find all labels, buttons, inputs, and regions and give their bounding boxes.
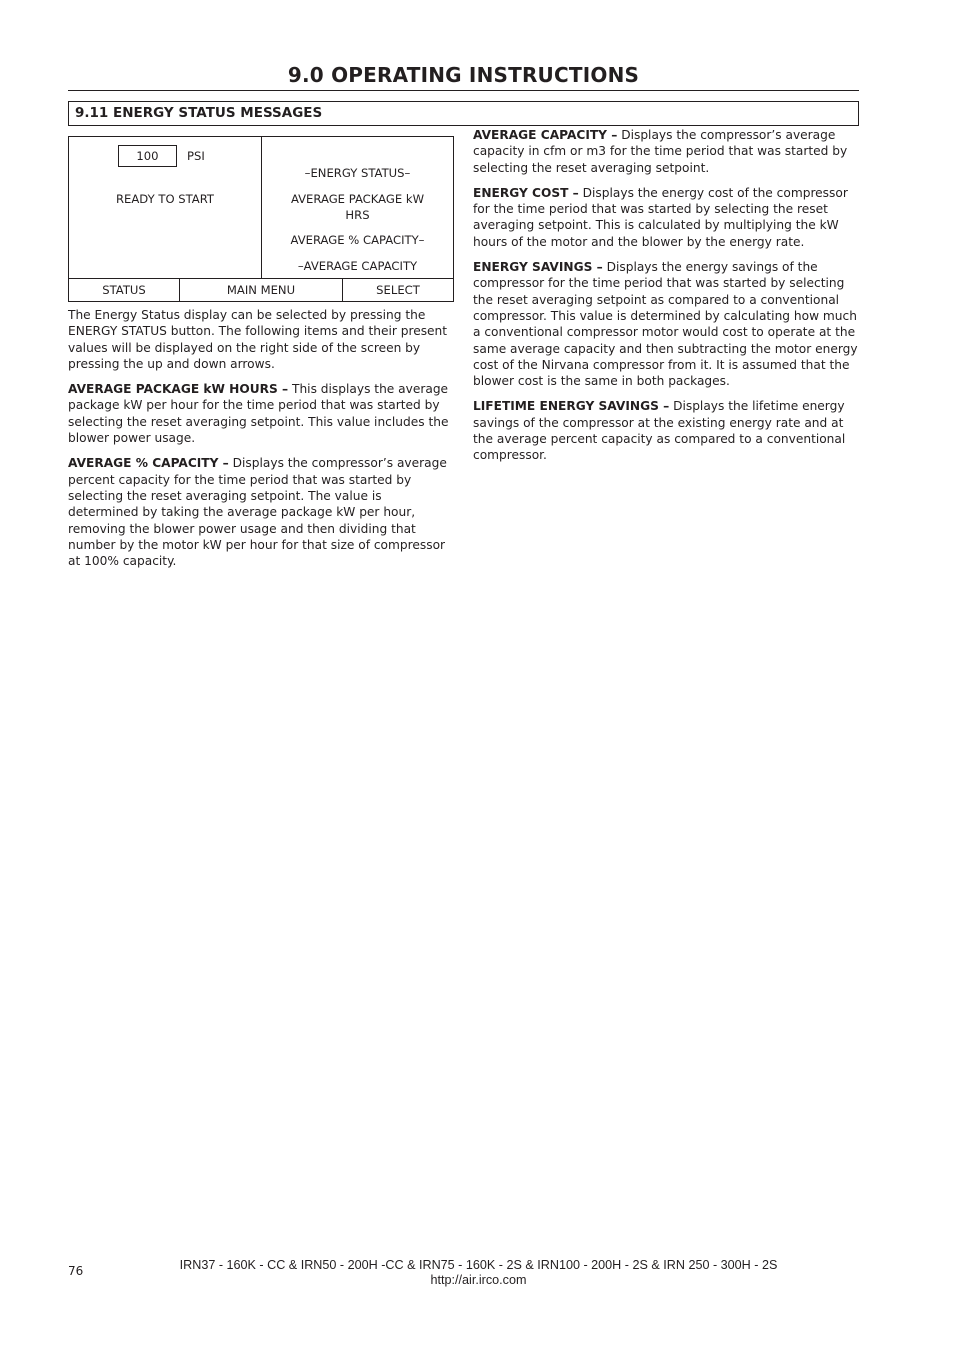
pressure-unit: PSI — [187, 149, 205, 163]
menu-line-average-capacity-percent: AVERAGE % CAPACITY– — [290, 233, 425, 247]
page-number: 76 — [68, 1264, 84, 1278]
footer-url[interactable]: http://air.irco.com — [430, 1273, 527, 1287]
definition-text: Displays the compressor’s average capacity in cfm or m3 for the time period that was started by selecting the reset averaging setpoint. — [473, 128, 848, 175]
term: AVERAGE CAPACITY – — [473, 128, 618, 142]
definition-energy-cost — [473, 185, 859, 250]
status-text: READY TO START — [115, 192, 215, 206]
definition-text: Displays the energy cost of the compressor for the time period that was started by selecting the reset averaging setpoint. This is calculated by multiplying the kW hours of the motor and the blower by the energy rate. — [473, 185, 848, 249]
definition-text: Displays the lifetime energy savings of the compressor at the existing energy rate and at the average percent capacity as compared to a conventional compressor. — [473, 399, 846, 463]
pressure-value: 100 — [118, 145, 177, 167]
definition-text: Displays the compressor’s average percent capacity for the time period that was started by selecting the reset averaging setpoint. The value is determined by taking the average package kW per hour, removing the blower power usage and then dividing that number by the motor kW per hour for that size of compressor at 100% capacity. — [68, 456, 447, 569]
menu-line-average-package-kw: AVERAGE PACKAGE kW — [290, 192, 425, 206]
softkey-status: STATUS — [102, 283, 146, 297]
definition-energy-savings — [473, 259, 859, 389]
definition-average-percent-capacity — [68, 455, 452, 569]
menu-line-average-capacity: –AVERAGE CAPACITY — [297, 259, 418, 273]
definition-average-capacity — [473, 127, 859, 176]
definition-average-package-kw-hours — [68, 381, 452, 446]
term: LIFETIME ENERGY SAVINGS – — [473, 399, 670, 414]
page-title: 9.0 OPERATING INSTRUCTIONS — [287, 63, 640, 87]
term: ENERGY SAVINGS – — [473, 260, 603, 275]
section-heading: 9.11 ENERGY STATUS MESSAGES — [68, 101, 859, 126]
softkey-main-menu: MAIN MENU — [226, 283, 296, 297]
left-column — [68, 307, 452, 578]
footer — [68, 1258, 889, 1288]
term: AVERAGE PACKAGE kW HOURS – — [68, 382, 289, 397]
definition-lifetime-energy-savings — [473, 398, 859, 463]
definition-text: Displays the energy savings of the compressor for the time period that was started by selecting the reset averaging setpoint as compared to a conventional compressor. This value is determined by calculating how much a conventional compressor motor would cost to operate at the same average capacity and then subtracting the motor energy cost of the Nirvana compressor from it. It is assumed that the blower cost is the same in both packages. — [473, 260, 858, 389]
intro-paragraph: The Energy Status display can be selected by pressing the ENERGY STATUS button. The following items and their present values will be displayed on the right side of the screen by pressing the up and down arrows. — [68, 308, 448, 371]
controller-display — [68, 136, 454, 302]
right-column — [473, 127, 859, 473]
display-softkey-divider — [69, 278, 453, 279]
term: AVERAGE % CAPACITY – — [68, 456, 229, 471]
term: ENERGY COST – — [473, 185, 579, 200]
softkey-select: SELECT — [376, 283, 420, 297]
footer-models: IRN37 - 160K - CC & IRN50 - 200H -CC & IRN75 - 160K - 2S & IRN100 - 200H - 2S & IRN 250 - 300H - 2S — [179, 1258, 778, 1272]
energy-status-header: –ENERGY STATUS– — [304, 166, 411, 180]
definition-text: This displays the average package kW per hour for the time period that was started by selecting the reset averaging setpoint. This value includes the blower power usage. — [68, 382, 449, 446]
menu-line-hrs: HRS — [345, 208, 370, 222]
title-rule — [68, 90, 859, 91]
